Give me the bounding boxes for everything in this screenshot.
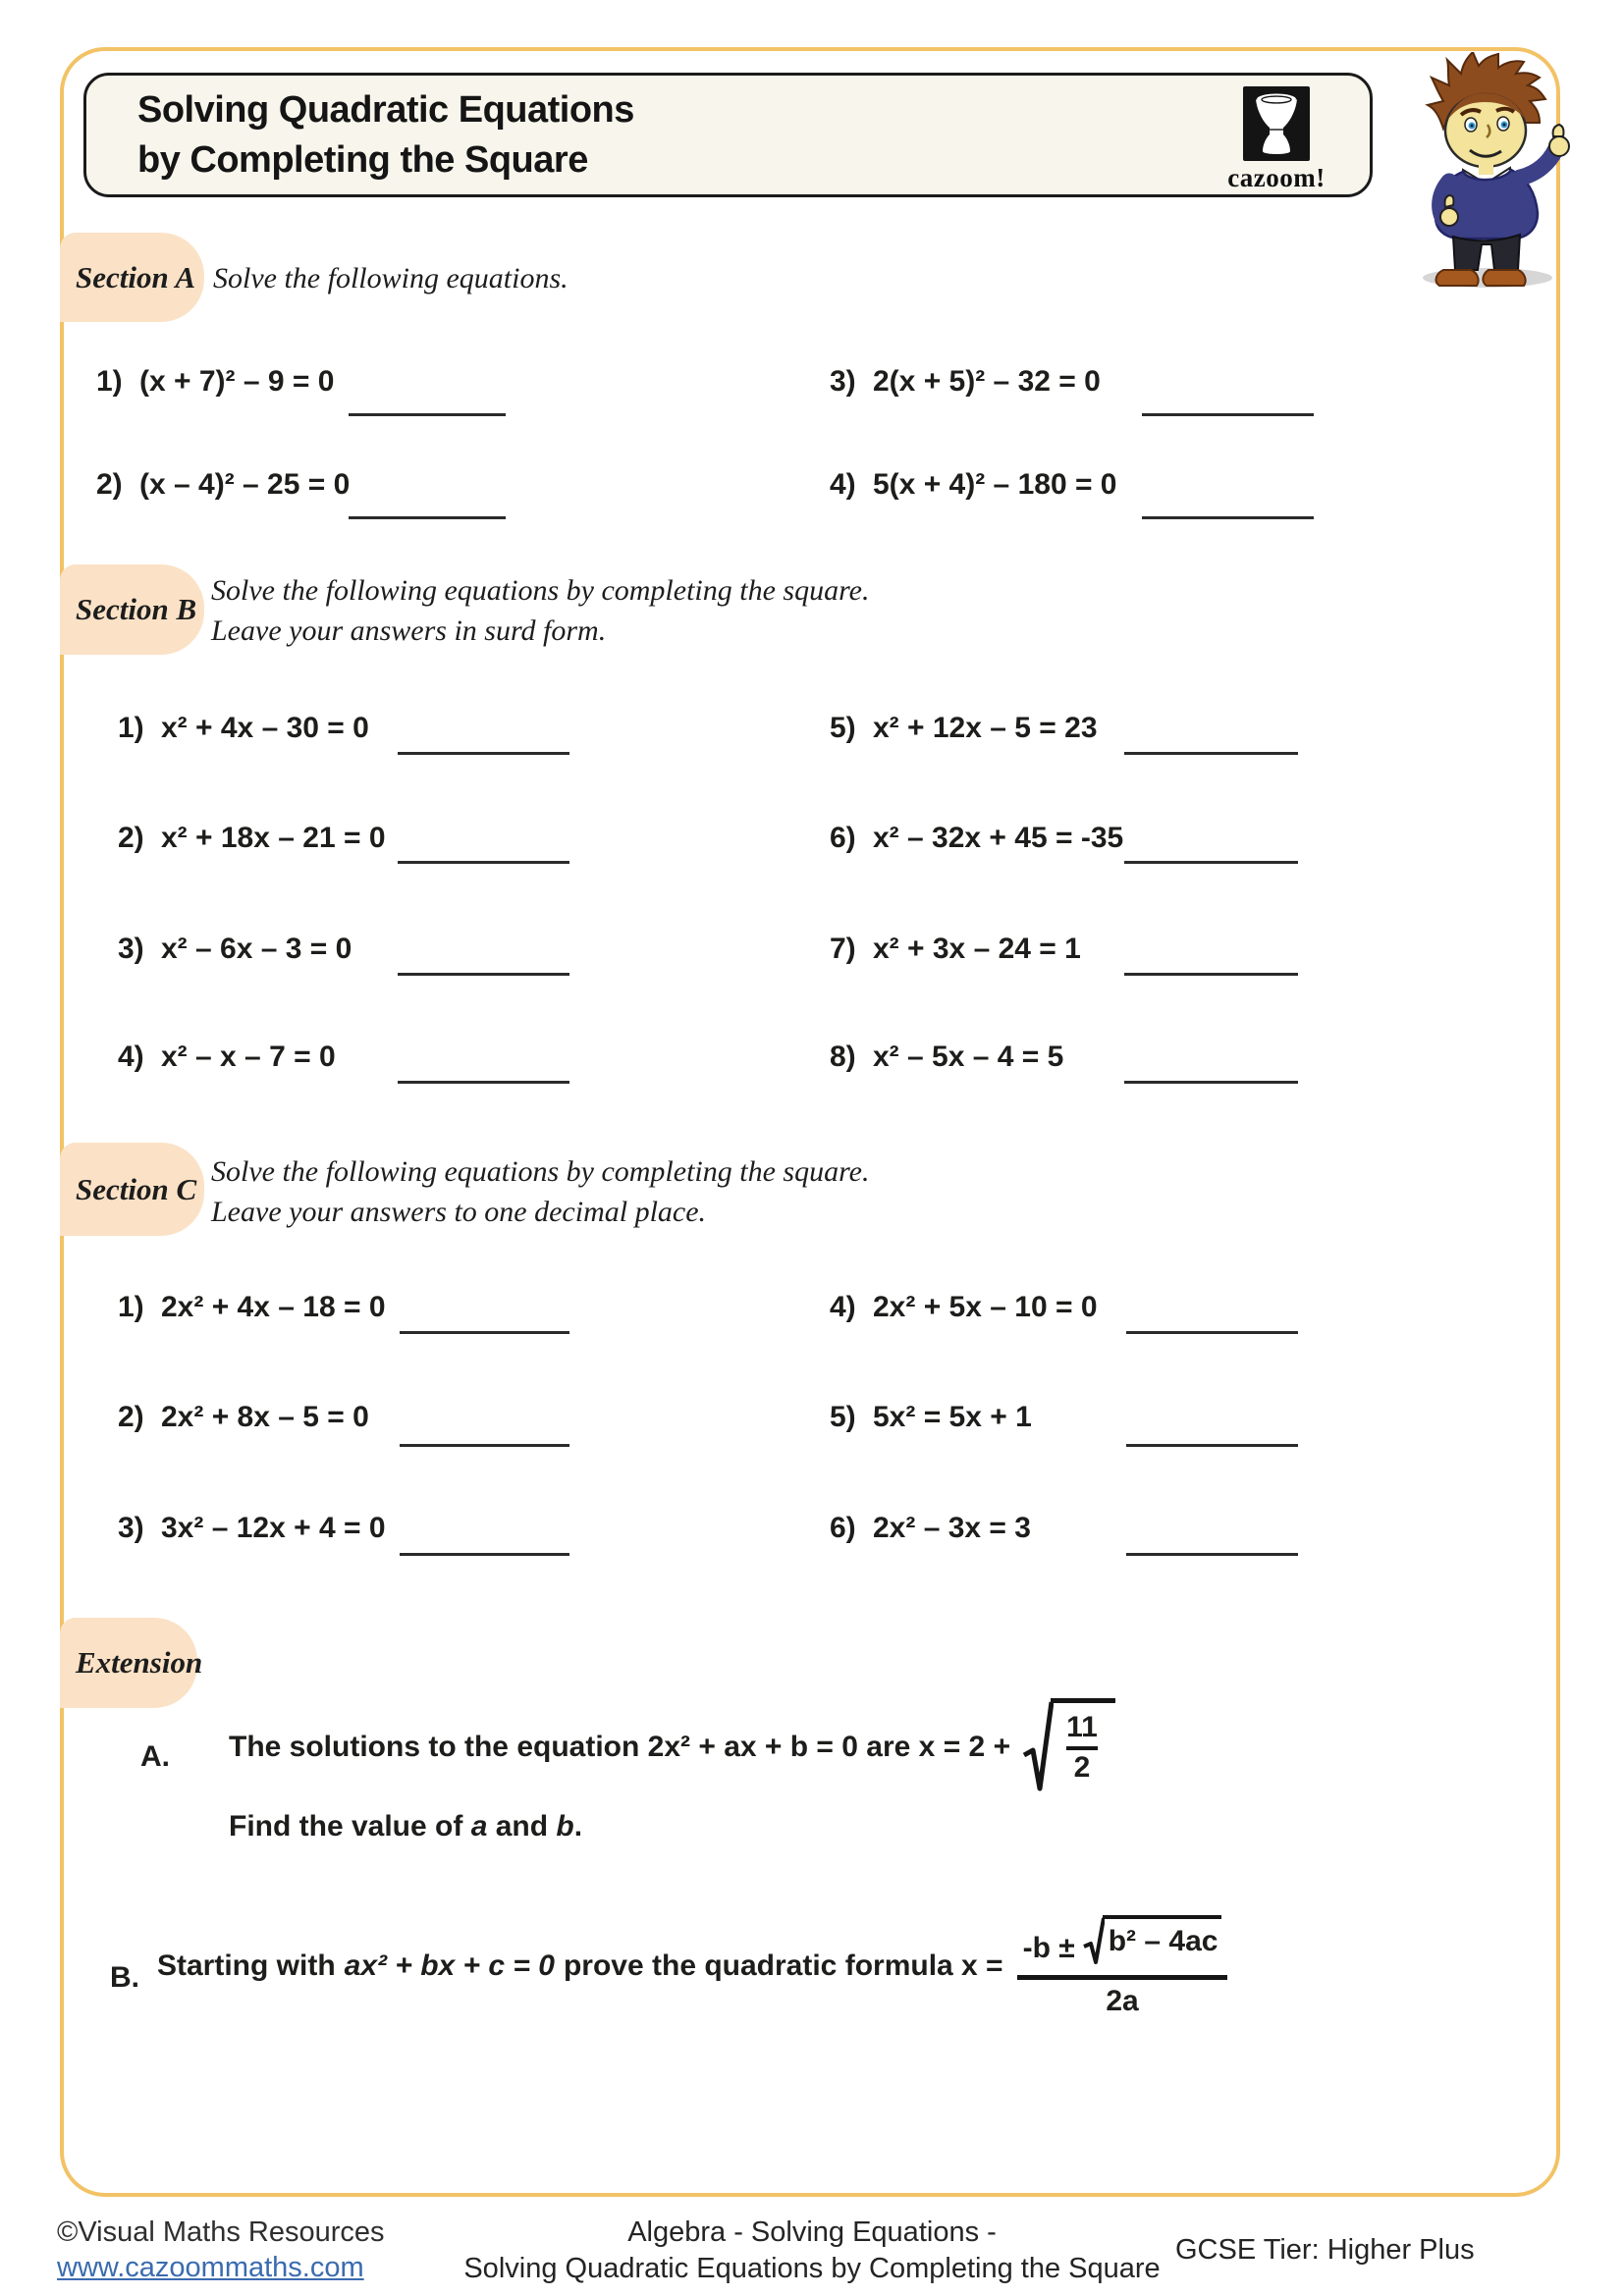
problem-a2	[96, 468, 350, 502]
answer-line-a3	[1142, 413, 1314, 416]
section-c-instruction-line1: Solve the following equations by completing the square.	[211, 1155, 870, 1188]
problem-number: 2)	[118, 822, 144, 854]
quadratic-formula-fraction	[1017, 1915, 1228, 2018]
problem-number: 6)	[830, 1512, 856, 1544]
answer-line-b1	[398, 752, 569, 755]
fraction-numerator	[1017, 1915, 1228, 1975]
radicand-text: b² – 4ac	[1103, 1915, 1222, 1958]
section-a-label	[60, 233, 204, 322]
answer-line-b5	[1124, 752, 1298, 755]
answer-line-c5	[1126, 1444, 1298, 1447]
page-title-line1: Solving Quadratic Equations	[137, 89, 634, 131]
problem-number: 8)	[830, 1041, 856, 1073]
problem-number: 3)	[830, 365, 856, 398]
problem-equation: 2x² – 3x = 3	[873, 1512, 1031, 1544]
extension-b-text1: Starting with	[157, 1949, 336, 1982]
problem-b4	[118, 1041, 336, 1074]
period-text: .	[573, 1810, 583, 1842]
problem-equation: 2x² + 8x – 5 = 0	[161, 1401, 369, 1433]
problem-c2	[118, 1401, 369, 1434]
problem-equation: x² + 4x – 30 = 0	[161, 712, 369, 744]
mascot-boy-illustration	[1386, 52, 1612, 293]
answer-line-a2	[349, 516, 506, 519]
problem-equation: (x – 4)² – 25 = 0	[139, 468, 351, 501]
footer-category-line1: Algebra - Solving Equations -	[627, 2216, 997, 2248]
problem-c1	[118, 1291, 386, 1324]
extension-b-text2: prove the quadratic formula x =	[563, 1949, 1003, 1982]
extension-b-number: B.	[110, 1961, 139, 1994]
problem-c5	[830, 1401, 1032, 1434]
footer-tier-text: GCSE Tier: Higher Plus	[1175, 2234, 1475, 2266]
answer-line-b6	[1124, 861, 1298, 864]
problem-equation: x² – 5x – 4 = 5	[873, 1041, 1064, 1073]
section-b-label	[60, 564, 204, 655]
fraction-denominator: 2a	[1017, 1975, 1228, 2018]
problem-number: 4)	[118, 1041, 144, 1073]
problem-number: 7)	[830, 933, 856, 965]
numerator-prefix: -b ±	[1022, 1931, 1075, 1964]
answer-line-b8	[1124, 1081, 1298, 1084]
problem-number: 1)	[118, 712, 144, 744]
problem-b6	[830, 822, 1123, 855]
extension-b-statement	[157, 1908, 1227, 2024]
find-text: Find the value of	[229, 1810, 471, 1842]
section-b-instruction-line2: Leave your answers in surd form.	[211, 614, 607, 647]
cazoom-logo-text: cazoom!	[1227, 163, 1326, 192]
problem-number: 3)	[118, 933, 144, 965]
extension-label-text: Extension	[76, 1645, 203, 1680]
section-a-label-text: Section A	[76, 259, 196, 294]
problem-number: 2)	[118, 1401, 144, 1433]
problem-number: 5)	[830, 1401, 856, 1433]
section-b-instruction-line1: Solve the following equations by completing the square.	[211, 574, 870, 607]
variable-a: a	[470, 1810, 488, 1842]
radical-sign-icon	[1083, 1915, 1105, 1968]
answer-line-b2	[398, 861, 569, 864]
page-title-line2: by Completing the Square	[137, 139, 588, 181]
section-b-instruction	[211, 570, 869, 651]
problem-number: 1)	[118, 1291, 144, 1323]
problem-equation: 3x² – 12x + 4 = 0	[161, 1512, 386, 1544]
answer-line-c2	[400, 1444, 569, 1447]
footer-category-line2: Solving Quadratic Equations by Completing the Square	[463, 2253, 1161, 2284]
answer-line-a4	[1142, 516, 1314, 519]
problem-a4	[830, 468, 1117, 502]
fraction-numerator: 11	[1066, 1711, 1098, 1743]
section-a-instruction: Solve the following equations.	[213, 262, 568, 294]
copyright-text: ©Visual Maths Resources	[57, 2216, 385, 2248]
problem-b8	[830, 1041, 1063, 1074]
problem-equation: (x + 7)² – 9 = 0	[139, 365, 335, 398]
answer-line-c3	[400, 1553, 569, 1556]
problem-equation: x² + 3x – 24 = 1	[873, 933, 1081, 965]
section-c-instruction-line2: Leave your answers to one decimal place.	[211, 1196, 707, 1228]
problem-a1	[96, 365, 334, 399]
title-box	[83, 73, 1373, 197]
problem-number: 2)	[96, 468, 123, 501]
problem-equation: 5x² = 5x + 1	[873, 1401, 1032, 1433]
square-root-expression	[1083, 1915, 1222, 1968]
radicand-fraction	[1051, 1698, 1115, 1785]
answer-line-a1	[349, 413, 506, 416]
problem-equation: x² + 18x – 21 = 0	[161, 822, 386, 854]
problem-number: 4)	[830, 468, 856, 501]
extension-a-find-line	[229, 1810, 582, 1843]
extension-a-number: A.	[140, 1740, 170, 1773]
problem-equation: 2x² + 4x – 18 = 0	[161, 1291, 386, 1323]
radical-sign-icon	[1022, 1698, 1054, 1796]
problem-c6	[830, 1512, 1031, 1545]
problem-equation: 5(x + 4)² – 180 = 0	[873, 468, 1117, 501]
answer-line-b3	[398, 973, 569, 976]
cazoom-logo	[1213, 86, 1340, 193]
problem-equation: x² + 12x – 5 = 23	[873, 712, 1098, 744]
problem-number: 6)	[830, 822, 856, 854]
square-root-expression	[1022, 1698, 1115, 1796]
problem-number: 3)	[118, 1512, 144, 1544]
section-b-label-text: Section B	[76, 592, 197, 626]
mascot-boy-icon	[1386, 52, 1612, 293]
answer-line-b4	[398, 1081, 569, 1084]
problem-b5	[830, 712, 1098, 745]
problem-b7	[830, 933, 1081, 966]
answer-line-b7	[1124, 973, 1298, 976]
problem-equation: 2x² + 5x – 10 = 0	[873, 1291, 1098, 1323]
answer-line-c4	[1126, 1331, 1298, 1334]
section-c-instruction	[211, 1151, 869, 1232]
answer-line-c6	[1126, 1553, 1298, 1556]
djembe-drum-icon	[1243, 86, 1310, 161]
extension-b-equation: ax² + bx + c = 0	[344, 1949, 555, 1982]
problem-equation: x² – 32x + 45 = -35	[873, 822, 1124, 854]
problem-b3	[118, 933, 352, 966]
extension-label	[60, 1618, 203, 1708]
variable-b: b	[556, 1810, 574, 1842]
problem-c3	[118, 1512, 386, 1545]
extension-a-statement	[229, 1698, 1115, 1796]
problem-equation: x² – x – 7 = 0	[161, 1041, 336, 1073]
problem-number: 1)	[96, 365, 123, 398]
problem-c4	[830, 1291, 1098, 1324]
cazoommaths-link[interactable]: www.cazoommaths.com	[57, 2252, 364, 2283]
problem-equation: x² – 6x – 3 = 0	[161, 933, 352, 965]
section-c-label	[60, 1143, 204, 1236]
extension-a-text: The solutions to the equation 2x² + ax + b = 0 are x = 2 +	[229, 1731, 1011, 1763]
problem-b2	[118, 822, 386, 855]
problem-b1	[118, 712, 369, 745]
answer-line-c1	[400, 1331, 569, 1334]
and-text: and	[487, 1810, 557, 1842]
problem-equation: 2(x + 5)² – 32 = 0	[873, 365, 1101, 398]
fraction-denominator: 2	[1066, 1746, 1099, 1785]
problem-a3	[830, 365, 1101, 399]
section-c-label-text: Section C	[76, 1171, 197, 1206]
problem-number: 5)	[830, 712, 856, 744]
problem-number: 4)	[830, 1291, 856, 1323]
